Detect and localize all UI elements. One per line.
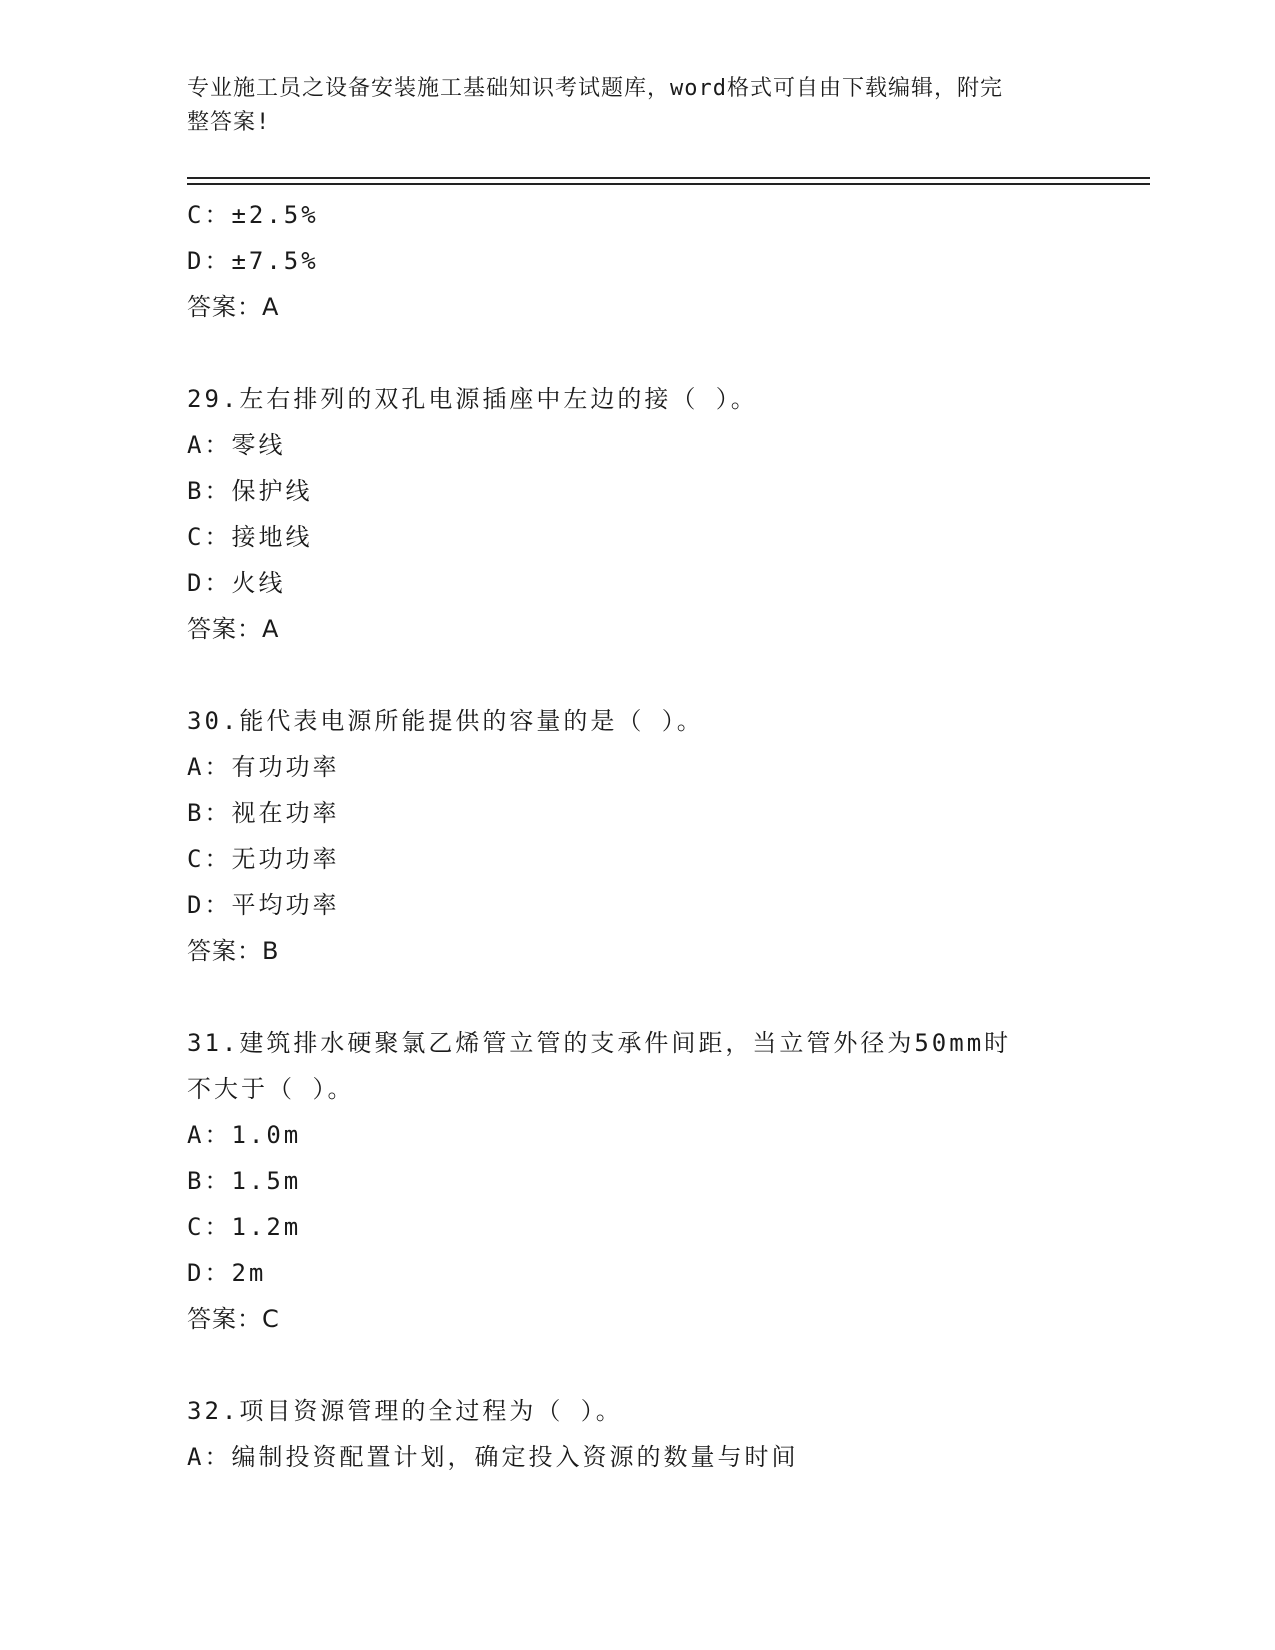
- answer-line: 答案：C: [187, 1305, 280, 1333]
- question-28: [187, 192, 1087, 330]
- option-c: C：接地线: [187, 523, 313, 551]
- answer-line: 答案：B: [187, 937, 280, 965]
- option-a: A：有功功率: [187, 753, 340, 781]
- question-29: [187, 376, 1087, 652]
- question-32: [187, 1388, 1087, 1480]
- answer-line: 答案：A: [187, 615, 280, 643]
- option-d: D：火线: [187, 569, 286, 597]
- option-b: B：保护线: [187, 477, 313, 505]
- question-spacer: [187, 330, 1087, 376]
- option-d: D：平均功率: [187, 891, 340, 919]
- option-a: A：编制投资配置计划，确定投入资源的数量与时间: [187, 1443, 799, 1471]
- header-divider-top: [187, 177, 1150, 179]
- option-d: D：±7.5%: [187, 247, 319, 275]
- document-header: [187, 72, 1067, 140]
- option-a: A：1.0m: [187, 1121, 302, 1149]
- question-stem: 29.左右排列的双孔电源插座中左边的接（ ）。: [187, 385, 758, 413]
- question-stem-line-2: 不大于（ ）。: [187, 1075, 355, 1103]
- option-c: C：1.2m: [187, 1213, 302, 1241]
- header-divider-bottom: [187, 183, 1150, 185]
- question-stem: 32.项目资源管理的全过程为（ ）。: [187, 1397, 623, 1425]
- option-b: B：1.5m: [187, 1167, 302, 1195]
- option-a: A：零线: [187, 431, 286, 459]
- question-spacer: [187, 974, 1087, 1020]
- question-spacer: [187, 652, 1087, 698]
- option-b: B：视在功率: [187, 799, 340, 827]
- question-spacer: [187, 1342, 1087, 1388]
- option-c: C：无功功率: [187, 845, 340, 873]
- question-30: [187, 698, 1087, 974]
- question-stem: 30.能代表电源所能提供的容量的是（ ）。: [187, 707, 704, 735]
- option-d: D：2m: [187, 1259, 267, 1287]
- question-31: [187, 1020, 1087, 1342]
- question-list: [187, 192, 1087, 1480]
- header-title-line-1: 专业施工员之设备安装施工基础知识考试题库，word格式可自由下载编辑，附完: [187, 76, 1003, 101]
- answer-line: 答案：A: [187, 293, 280, 321]
- option-c: C：±2.5%: [187, 201, 319, 229]
- question-stem-line-1: 31.建筑排水硬聚氯乙烯管立管的支承件间距，当立管外径为50mm时: [187, 1029, 1012, 1057]
- header-title-line-2: 整答案!: [187, 110, 271, 135]
